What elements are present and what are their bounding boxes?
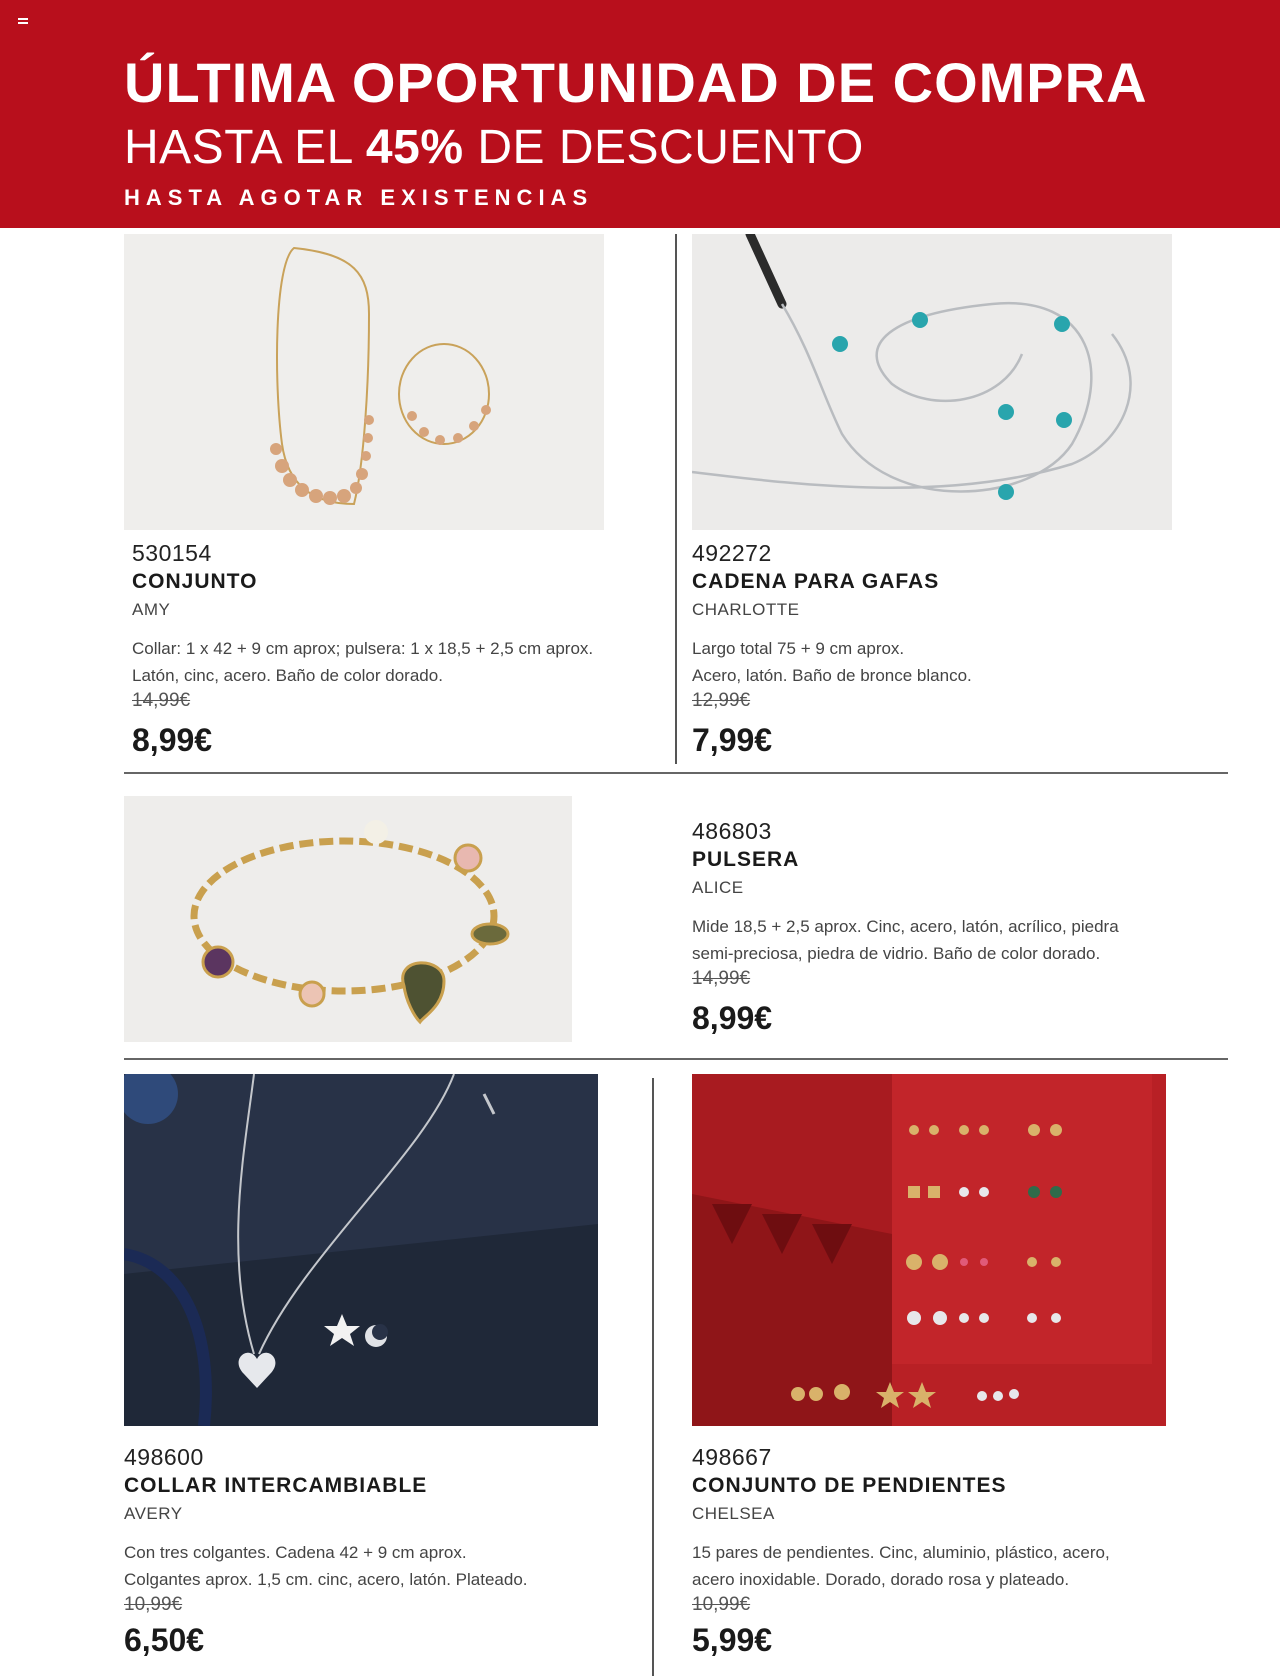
promo-banner	[0, 0, 1280, 228]
description-line-2: Colgantes aprox. 1,5 cm. cinc, acero, latón. Plateado.	[124, 1570, 528, 1589]
old-price: 10,99€	[692, 1594, 751, 1615]
description-line-1: Con tres colgantes. Cadena 42 + 9 cm aprox.	[124, 1543, 467, 1562]
product-name: COLLAR INTERCAMBIABLE	[124, 1474, 428, 1497]
column-divider	[675, 234, 677, 764]
product-line: AMY	[132, 600, 171, 619]
product-description	[692, 634, 1232, 690]
product-description	[132, 634, 672, 690]
product-name: PULSERA	[692, 848, 800, 871]
product-line: CHELSEA	[692, 1504, 775, 1523]
subtitle-suffix: DE DESCUENTO	[463, 121, 864, 174]
product-ref: 498600	[124, 1444, 204, 1470]
row-divider	[124, 772, 1228, 774]
old-price: 14,99€	[692, 968, 751, 989]
product-image-conjunto-amy[interactable]	[124, 234, 604, 530]
old-price: 14,99€	[132, 690, 191, 711]
row-divider	[124, 1058, 1228, 1060]
product-name: CONJUNTO DE PENDIENTES	[692, 1474, 1007, 1497]
product-ref: 492272	[692, 540, 772, 566]
product-info-5	[692, 1444, 1232, 1659]
old-price: 12,99€	[692, 690, 751, 711]
product-ref: 486803	[692, 818, 772, 844]
product-name: CONJUNTO	[132, 570, 258, 593]
old-price: 10,99€	[124, 1594, 183, 1615]
product-ref: 498667	[692, 1444, 772, 1470]
product-line: CHARLOTTE	[692, 600, 800, 619]
product-ref: 530154	[132, 540, 212, 566]
subtitle-prefix: HASTA EL	[124, 121, 366, 174]
product-info-4	[124, 1444, 664, 1659]
product-image-pendientes-chelsea[interactable]	[692, 1074, 1166, 1426]
product-image-collar-avery[interactable]	[124, 1074, 598, 1426]
description-line-1: Mide 18,5 + 2,5 aprox. Cinc, acero, latón, acrílico, piedra	[692, 917, 1119, 936]
sale-price: 8,99€	[692, 1000, 773, 1036]
description-line-2: Latón, cinc, acero. Baño de color dorado.	[132, 666, 443, 685]
column-divider	[652, 1078, 654, 1676]
product-info-3	[692, 818, 1232, 1037]
product-description	[124, 1538, 664, 1594]
product-description	[692, 1538, 1232, 1594]
sale-price: 8,99€	[132, 722, 213, 758]
product-info-2	[692, 540, 1232, 759]
menu-icon[interactable]	[18, 18, 28, 24]
subtitle-percent: 45%	[365, 121, 464, 174]
description-line-2: Acero, latón. Baño de bronce blanco.	[692, 666, 972, 685]
product-info-1	[132, 540, 672, 759]
product-image-cadena-charlotte[interactable]	[692, 234, 1172, 530]
description-line-1: Collar: 1 x 42 + 9 cm aprox; pulsera: 1 x 18,5 + 2,5 cm aprox.	[132, 639, 594, 658]
description-line-2: acero inoxidable. Dorado, dorado rosa y plateado.	[692, 1570, 1070, 1589]
description-line-1: Largo total 75 + 9 cm aprox.	[692, 639, 905, 658]
product-line: AVERY	[124, 1504, 183, 1523]
description-line-2: semi-preciosa, piedra de vidrio. Baño de color dorado.	[692, 944, 1101, 963]
product-description	[692, 912, 1232, 968]
description-line-1: 15 pares de pendientes. Cinc, aluminio, plástico, acero,	[692, 1543, 1110, 1562]
sale-price: 7,99€	[692, 722, 773, 758]
product-line: ALICE	[692, 878, 744, 897]
sale-price: 6,50€	[124, 1622, 205, 1658]
banner-note: HASTA AGOTAR EXISTENCIAS	[124, 185, 594, 210]
product-image-pulsera-alice[interactable]	[124, 796, 572, 1042]
banner-subtitle	[124, 120, 864, 175]
product-name: CADENA PARA GAFAS	[692, 570, 940, 593]
sale-price: 5,99€	[692, 1622, 773, 1658]
banner-title: ÚLTIMA OPORTUNIDAD DE COMPRA	[124, 51, 1148, 114]
